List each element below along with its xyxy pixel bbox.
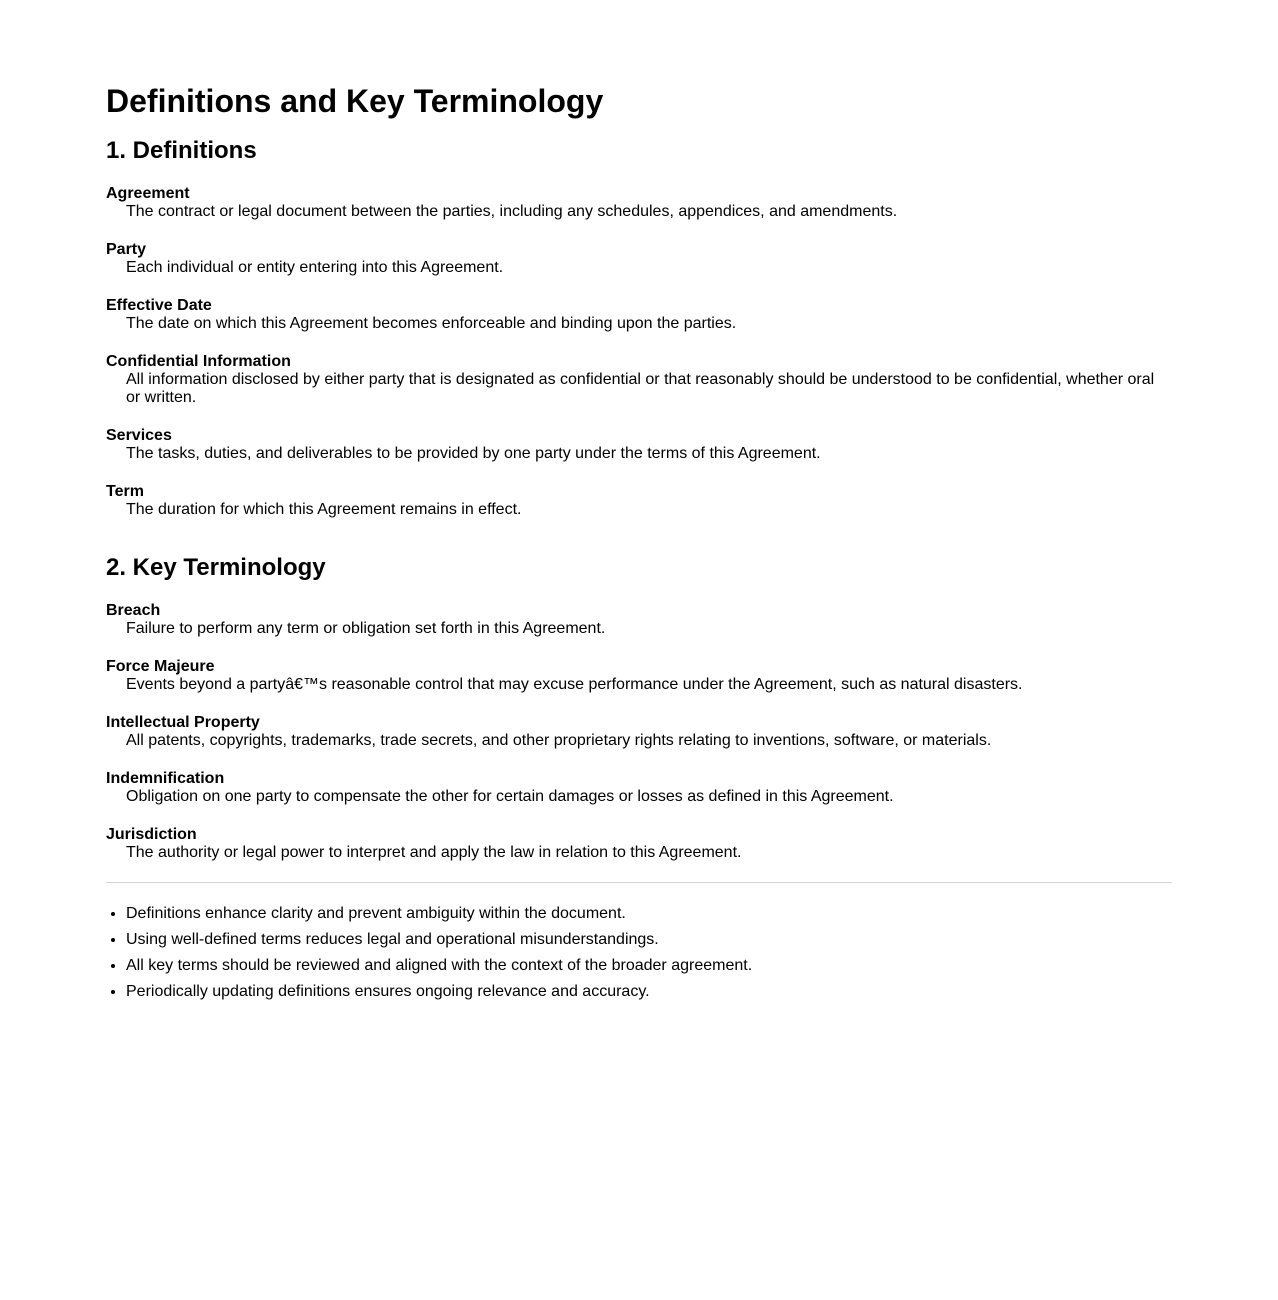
definition-entry <box>106 483 1172 519</box>
section-divider <box>106 882 1172 883</box>
definition-description: The duration for which this Agreement remains in effect. <box>126 501 522 519</box>
definition-description: All information disclosed by either party that is designated as confidential or that reasonably should be understood to be confidential, whether oral or written. <box>126 371 1155 407</box>
definition-entry <box>106 297 1172 333</box>
definitions-list <box>106 185 1172 519</box>
definition-description: The contract or legal document between the parties, including any schedules, appendices, and amendments. <box>126 203 898 221</box>
section-heading-definitions: 1. Definitions <box>106 137 257 165</box>
definition-entry <box>106 241 1172 277</box>
terminology-description: All patents, copyrights, trademarks, trade secrets, and other proprietary rights relating to inventions, software, or materials. <box>126 731 992 749</box>
terminology-term: Force Majeure <box>106 657 215 675</box>
terminology-entry <box>106 770 1172 806</box>
terminology-entry <box>106 658 1172 694</box>
page-title: Definitions and Key Terminology <box>106 83 604 119</box>
definition-entry <box>106 185 1172 221</box>
definition-term: Services <box>106 427 172 445</box>
note-item: • Periodically updating definitions ensures ongoing relevance and accuracy. <box>126 983 1172 1001</box>
definition-term: Agreement <box>106 185 190 203</box>
definition-entry <box>106 353 1172 407</box>
terminology-entry <box>106 714 1172 750</box>
terminology-entry <box>106 602 1172 638</box>
terminology-term: Breach <box>106 601 161 619</box>
note-item: • Definitions enhance clarity and prevent ambiguity within the document. <box>126 905 1172 923</box>
definition-description: The tasks, duties, and deliverables to be provided by one party under the terms of this Agreement. <box>126 445 821 463</box>
terminology-description: Failure to perform any term or obligation set forth in this Agreement. <box>126 619 606 637</box>
terminology-term: Intellectual Property <box>106 713 260 731</box>
note-item: • All key terms should be reviewed and aligned with the context of the broader agreement. <box>126 957 1172 975</box>
definition-description: The date on which this Agreement becomes enforceable and binding upon the parties. <box>126 315 737 333</box>
section-heading-key-terminology: 2. Key Terminology <box>106 554 326 582</box>
terminology-list <box>106 602 1172 862</box>
definition-term: Confidential Information <box>106 353 291 371</box>
definition-term: Party <box>106 241 147 259</box>
definition-entry <box>106 427 1172 463</box>
definition-description: Each individual or entity entering into this Agreement. <box>126 259 504 277</box>
definition-term: Effective Date <box>106 297 212 315</box>
terminology-description: Events beyond a partyâ€™s reasonable control that may excuse performance under the Agreement, such as natural disasters. <box>126 675 1023 693</box>
note-item: • Using well-defined terms reduces legal and operational misunderstandings. <box>126 931 1172 949</box>
terminology-description: The authority or legal power to interpret and apply the law in relation to this Agreement. <box>126 843 742 861</box>
terminology-term: Jurisdiction <box>106 825 197 843</box>
definition-term: Term <box>106 483 144 501</box>
notes-list <box>106 905 1172 1001</box>
terminology-term: Indemnification <box>106 769 225 787</box>
terminology-entry <box>106 826 1172 862</box>
terminology-description: Obligation on one party to compensate the other for certain damages or losses as defined in this Agreement. <box>126 787 894 805</box>
